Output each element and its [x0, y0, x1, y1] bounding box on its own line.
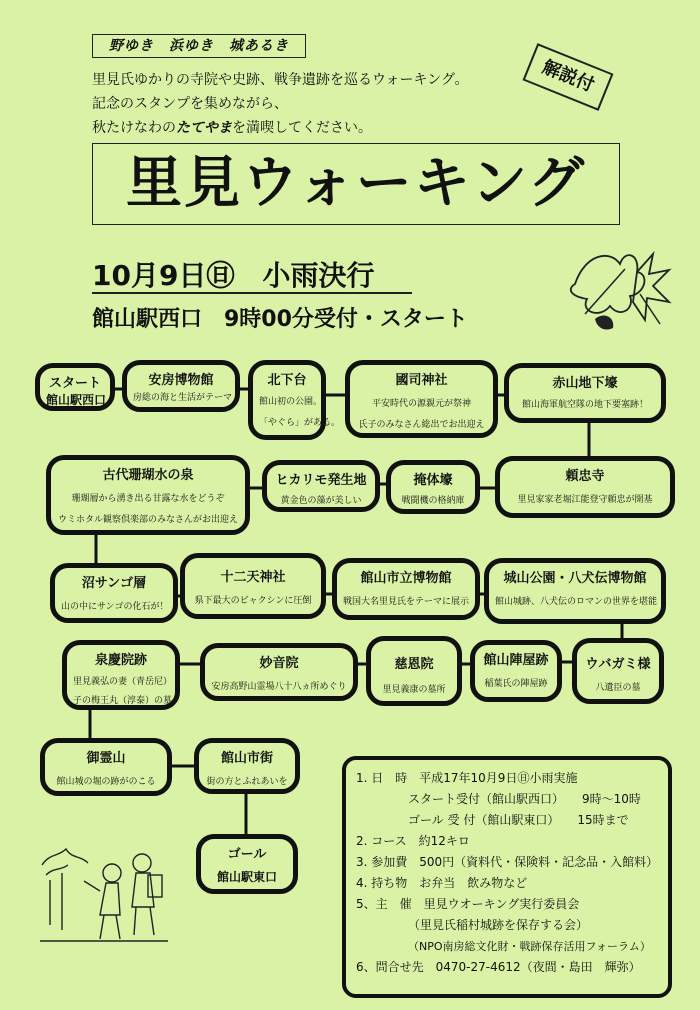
- node-numa-coral: [50, 563, 178, 623]
- node-coral-spring-title: 古代珊瑚水の泉: [102, 468, 194, 483]
- commentary-badge: 解説付: [522, 43, 613, 111]
- node-kitashimodai-desc1: 館山初の公園。: [259, 397, 323, 407]
- node-coral-spring: [46, 455, 250, 535]
- node-entaigou-title: 掩体壕: [413, 473, 453, 488]
- node-ubagami-title: ウバガミ様: [585, 657, 651, 672]
- node-entaigou-desc: 戦闘機の格納庫: [401, 496, 465, 506]
- node-jinya-desc: 稲葉氏の陣屋跡: [484, 679, 548, 689]
- node-jionin-title: 慈恩院: [394, 657, 434, 672]
- tagline: 野ゆき 浜ゆき 城あるき: [92, 34, 306, 58]
- node-kokushi-shrine: [345, 360, 498, 438]
- node-senkeiin-desc1: 里見義弘の妻（青岳尼）: [73, 677, 173, 687]
- node-jionin: [366, 636, 462, 706]
- node-juniten: [180, 553, 326, 619]
- node-awa-museum: [122, 360, 240, 412]
- node-raichuji-title: 頼忠寺: [565, 469, 605, 484]
- info-line-fee: 3. 参加費 500円（資料代・保険料・記念品・入館料）: [356, 855, 659, 869]
- node-myoonin-title: 妙音院: [259, 656, 299, 671]
- node-goreizan: [40, 738, 172, 796]
- info-line-belongings: 4. 持ち物 お弁当 飲み物など: [356, 876, 528, 890]
- node-kokushi-shrine-title: 國司神社: [395, 373, 448, 388]
- node-ubagami: [572, 638, 664, 704]
- node-city-museum: [332, 558, 480, 620]
- node-kitashimodai-desc2: 「やぐら」がある。: [259, 418, 341, 428]
- node-start-title: スタート: [48, 376, 101, 391]
- hikers-illustration-icon: [40, 835, 170, 947]
- node-coral-spring-desc1: 珊瑚層から湧き出る甘露な水をどうぞ: [71, 494, 225, 504]
- node-akayama-title: 赤山地下壕: [552, 376, 618, 391]
- node-jionin-desc: 里見義康の墓所: [382, 685, 446, 695]
- info-line-goal-reception: ゴール 受 付（館山駅東口） 15時まで: [408, 813, 629, 827]
- node-coral-spring-desc2: ウミホタル観察倶楽部のみなさんがお出迎え: [57, 515, 238, 525]
- intro-line-3c: を満喫してください。: [232, 120, 372, 136]
- node-hikarimo-title: ヒカリモ発生地: [275, 473, 367, 488]
- node-jinya-title: 館山陣屋跡: [483, 653, 549, 668]
- node-castle-park: [484, 558, 666, 624]
- intro-line-1: 里見氏ゆかりの寺院や史跡、戦争遺跡を巡るウォーキング。: [92, 72, 469, 88]
- event-info-box: [342, 756, 672, 998]
- node-castle-park-title: 城山公園・八犬伝博物館: [503, 571, 647, 586]
- node-myoonin: [200, 643, 358, 701]
- info-line-datetime: 1. 日 時 平成17年10月9日㊐小雨実施: [356, 771, 578, 785]
- intro-line-2: 記念のスタンプを集めながら、: [92, 96, 288, 112]
- node-start-desc: 館山駅西口: [46, 393, 107, 407]
- node-jinya: [470, 640, 562, 702]
- node-kitashimodai-title: 北下台: [267, 373, 307, 388]
- node-senkeiin-desc2: 子の梅王丸（淳泰）の墓: [73, 696, 173, 706]
- node-raichuji: [495, 456, 675, 518]
- node-kokushi-shrine-desc1: 平安時代の源親元が祭神: [371, 399, 471, 409]
- info-line-organizer: 5、主 催 里見ウオーキング実行委員会: [356, 897, 580, 911]
- node-ubagami-desc: 八遺臣の墓: [595, 683, 641, 693]
- node-start: [35, 363, 115, 411]
- node-goal: [196, 834, 298, 894]
- info-line-course: 2. コース 約12キロ: [356, 834, 470, 848]
- info-line-organizer-sub1: （里見氏稲村城跡を保存する会）: [408, 918, 589, 932]
- node-numa-coral-title: 沼サンゴ層: [81, 576, 147, 591]
- info-line-start-reception: スタート受付（館山駅西口） 9時～10時: [408, 792, 641, 806]
- page-title: 里見ウォーキング: [125, 151, 587, 216]
- event-place: 館山駅西口 9時00分受付・スタート: [92, 307, 468, 332]
- info-line-organizer-sub2: （NPO南房総文化財・戦跡保存活用フォーラム）: [408, 940, 651, 953]
- node-shigai: [194, 738, 300, 794]
- node-hikarimo-desc: 黄金色の藻が美しい: [280, 496, 362, 506]
- node-awa-museum-desc: 房総の海と生活がテーマ: [133, 393, 233, 403]
- node-castle-park-desc: 館山城跡、八犬伝のロマンの世界を堪能: [495, 597, 658, 607]
- node-awa-museum-title: 安房博物館: [148, 373, 214, 388]
- node-myoonin-desc: 安房高野山霊場八十八ヵ所めぐり: [211, 682, 347, 692]
- node-entaigou: [386, 460, 480, 514]
- node-kokushi-shrine-desc2: 氏子のみなさん総出でお出迎え: [358, 420, 485, 430]
- info-line-contact: 6、問合せ先 0470-27-4612（夜間・島田 輝弥）: [356, 960, 641, 974]
- node-juniten-title: 十二天神社: [220, 570, 286, 585]
- node-city-museum-desc: 戦国大名里見氏をテーマに展示: [343, 597, 470, 607]
- node-juniten-desc: 県下最大のビャクシンに圧倒: [194, 596, 312, 606]
- node-senkeiin-title: 泉慶院跡: [94, 653, 147, 668]
- event-date: 10月9日㊐ 小雨決行: [92, 259, 375, 292]
- node-goreizan-title: 御霊山: [86, 751, 126, 766]
- intro-highlight-tateyama: たてやま: [176, 120, 232, 136]
- intro-line-3a: 秋たけなわの: [92, 120, 176, 136]
- node-goal-title: ゴール: [227, 847, 267, 862]
- node-shigai-desc: 街の方とふれあいを: [206, 777, 288, 787]
- node-hikarimo: [262, 460, 380, 512]
- node-kitashimodai: [248, 360, 341, 440]
- node-numa-coral-desc: 山の中にサンゴの化石が！: [61, 602, 169, 612]
- node-goreizan-desc: 館山城の堀の跡がのこる: [56, 777, 156, 787]
- node-goal-desc: 館山駅東口: [216, 870, 277, 884]
- node-akayama-desc: 館山海軍航空隊の地下要塞跡！: [521, 400, 648, 410]
- node-senkeiin: [62, 640, 180, 710]
- node-raichuji-desc: 里見家家老堀江能登守頼忠が開基: [517, 495, 653, 505]
- node-shigai-title: 館山市街: [220, 751, 273, 766]
- node-city-museum-title: 館山市立博物館: [360, 571, 452, 586]
- node-akayama: [504, 363, 666, 423]
